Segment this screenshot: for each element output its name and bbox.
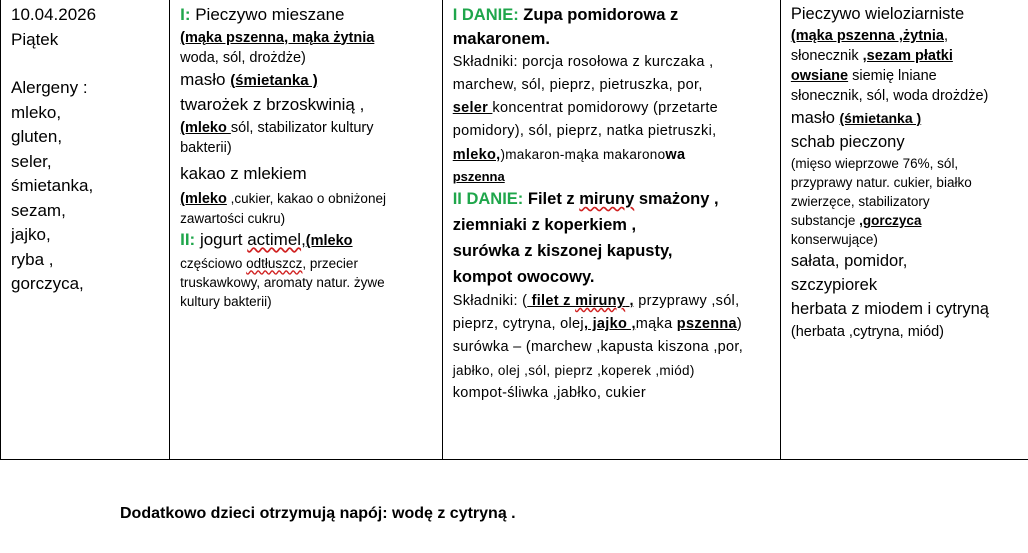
allergen-item: sezam, bbox=[11, 200, 66, 220]
pork-line: schab pieczony bbox=[790, 133, 905, 151]
multigrain-ingredients-4: słonecznik, sól, woda drożdże) bbox=[790, 88, 989, 104]
cottage-line: twarożek z brzoskwinią , bbox=[180, 95, 365, 114]
pork-ingredients-5: konserwujące) bbox=[790, 232, 878, 247]
allergen-item: seler, bbox=[11, 151, 52, 171]
yogurt-ingredients-cont: truskawkowy, aromaty natur. żywe bbox=[180, 274, 385, 290]
cocoa-ingredients-cont: zawartości cukru) bbox=[180, 211, 286, 226]
main-dish-title: II DANIE: Filet z miruny smażony , bbox=[452, 190, 719, 208]
multigrain-bread: Pieczywo wieloziarniste bbox=[790, 5, 965, 23]
cocoa-line: kakao z mlekiem bbox=[180, 163, 307, 183]
butter-line: masło (śmietanka ) bbox=[180, 69, 318, 89]
soup-title-cont: makaronem. bbox=[452, 30, 550, 48]
soup-title: I DANIE: Zupa pomidorowa z bbox=[452, 6, 679, 24]
drink-note: Dodatkowo dzieci otrzymują napój: wodę z cytryną . bbox=[120, 505, 516, 522]
dinner-column bbox=[780, 0, 1028, 460]
allergen-item: ryba , bbox=[11, 249, 54, 269]
allergen-item: jajko, bbox=[11, 225, 51, 244]
pork-ingredients-4: substancje ,gorczyca bbox=[790, 213, 922, 228]
cottage-ingredients-cont: bakterii) bbox=[180, 139, 232, 156]
soup-ingredients: Składniki: porcja rosołowa z kurczaka , bbox=[452, 54, 714, 70]
yogurt-ingredients: częściowo odtłuszcz, przecier bbox=[180, 255, 358, 271]
butter-line-dinner: masło (śmietanka ) bbox=[790, 109, 922, 127]
vegetables-line-2: szczypiorek bbox=[790, 276, 878, 294]
salad-ingredients-2: jabłko, olej ,sól, pieprz ,koperek ,miód) bbox=[452, 363, 695, 378]
salad-ingredients: surówka – (marchew ,kapusta kiszona ,por, bbox=[452, 339, 744, 355]
main-ingredients-1: Składniki: ( filet z miruny , przyprawy ,sól, bbox=[452, 293, 740, 309]
cocoa-ingredients: (mleko ,cukier, kakao o obniżonej bbox=[180, 191, 386, 207]
main-dish-title-4: kompot owocowy. bbox=[452, 268, 595, 286]
menu-day: Piątek bbox=[11, 29, 59, 49]
multigrain-ingredients: (mąka pszenna ,żytnia, bbox=[790, 28, 949, 44]
soup-ingredients-4: pomidory), sól, pieprz, natka pietruszki, bbox=[452, 123, 717, 139]
soup-ingredients-3: seler koncentrat pomidorowy (przetarte bbox=[452, 100, 719, 116]
soup-ingredients-5: mleko,)makaron-mąka makaronowa bbox=[452, 147, 686, 163]
tea-line: herbata z miodem i cytryną bbox=[790, 300, 989, 318]
tea-ingredients: (herbata ,cytryna, miód) bbox=[790, 324, 944, 340]
compote-ingredients: kompot-śliwka ,jabłko, cukier bbox=[452, 385, 646, 401]
menu-date: 10.04.2026 bbox=[11, 5, 97, 24]
cottage-ingredients: (mleko sól, stabilizator kultury bbox=[180, 119, 374, 136]
breakfast-column bbox=[170, 0, 443, 460]
multigrain-ingredients-3: owsiane siemię lniane bbox=[790, 68, 937, 84]
main-dish-title-3: surówka z kiszonej kapusty, bbox=[452, 242, 673, 260]
main-ingredients-2: pieprz, cytryna, olej, jajko ,mąka pszenna) bbox=[452, 316, 743, 332]
pork-ingredients: (mięso wieprzowe 76%, sól, bbox=[790, 156, 959, 171]
multigrain-ingredients-2: słonecznik ,sezam płatki bbox=[790, 48, 953, 64]
pork-ingredients-2: przyprawy natur. cukier, białko bbox=[790, 175, 972, 190]
allergen-item: gluten, bbox=[11, 127, 63, 146]
allergen-item: gorczyca, bbox=[11, 274, 84, 293]
soup-ingredients-2: marchew, sól, pieprz, pietruszka, por, bbox=[452, 77, 703, 93]
bread-line: I: Pieczywo mieszane bbox=[180, 5, 345, 24]
bread-ingredients-allergen: (mąka pszenna, mąka żytnia bbox=[180, 29, 375, 46]
yogurt-ingredients-end: kultury bakterii) bbox=[180, 293, 272, 309]
yogurt-line: II: jogurt actimel,(mleko bbox=[180, 230, 353, 249]
lunch-column bbox=[442, 0, 780, 460]
allergens-label: Alergeny : bbox=[11, 78, 88, 97]
allergen-item: mleko, bbox=[11, 102, 62, 122]
pork-ingredients-3: zwierzęce, stabilizatory bbox=[790, 194, 930, 209]
soup-ingredients-6: pszenna bbox=[452, 169, 505, 184]
bread-ingredients: woda, sól, drożdże) bbox=[180, 49, 306, 66]
main-dish-title-2: ziemniaki z koperkiem , bbox=[452, 216, 637, 234]
vegetables-line: sałata, pomidor, bbox=[790, 252, 908, 270]
date-column bbox=[1, 0, 170, 460]
allergen-item: śmietanka, bbox=[11, 176, 94, 195]
